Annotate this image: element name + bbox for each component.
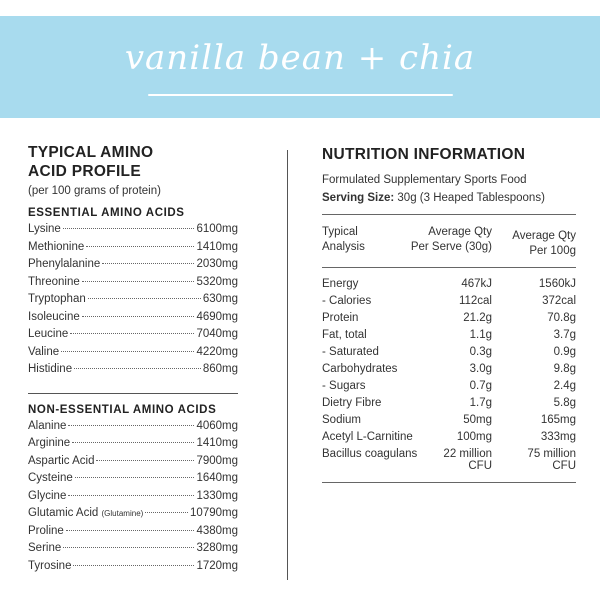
- dot-leader: [66, 530, 195, 531]
- per-serve-value: 0.7g: [469, 380, 492, 392]
- nutrient-label: - Sugars: [322, 380, 366, 392]
- nutrition-row: [322, 312, 576, 329]
- amino-value: 1330mg: [196, 489, 238, 502]
- nutrition-rows: [322, 278, 576, 478]
- nutrient-label: Bacillus coagulans: [322, 448, 418, 460]
- header-typical-analysis: Typical Analysis: [322, 226, 365, 253]
- amino-name: Serine: [28, 542, 62, 554]
- per-serve-value: 21.2g: [463, 312, 492, 324]
- nutrient-label: Energy: [322, 278, 359, 290]
- amino-acid-profile: [28, 143, 238, 577]
- nutrition-row: [322, 329, 576, 346]
- amino-row: [28, 311, 238, 329]
- dot-leader: [86, 246, 194, 247]
- per-serve-value: 112cal: [458, 295, 492, 307]
- nutrition-table-header: [322, 215, 576, 267]
- column-divider: [287, 150, 288, 580]
- amino-value: 7900mg: [196, 454, 238, 467]
- per-100g-value: 9.8g: [553, 363, 576, 375]
- dot-leader: [68, 425, 194, 426]
- amino-row: [28, 241, 238, 259]
- flavour-title: vanilla bean + chia: [124, 38, 476, 78]
- nutrition-row: [322, 363, 576, 380]
- dot-leader: [70, 333, 194, 334]
- amino-name: Valine: [28, 345, 60, 358]
- amino-value: 4380mg: [196, 524, 238, 537]
- nutrition-row: [322, 431, 576, 448]
- essential-list: [28, 223, 238, 381]
- dot-leader: [72, 442, 194, 443]
- per-serve-value: 3.0g: [469, 363, 492, 375]
- per-100g-value: 2.4g: [553, 380, 576, 392]
- amino-value: 4690mg: [196, 310, 238, 323]
- table-bottom-rule: [322, 482, 576, 483]
- amino-value: 4220mg: [196, 345, 238, 358]
- amino-row: [28, 560, 238, 578]
- dot-leader: [145, 512, 188, 513]
- amino-value: 2030mg: [196, 258, 238, 270]
- amino-name: Leucine: [28, 328, 69, 340]
- amino-name: Alanine: [28, 419, 67, 432]
- amino-row: [28, 542, 238, 560]
- per-serve-value: 100mg: [456, 431, 492, 443]
- nutrient-label: Acetyl L-Carnitine: [322, 431, 413, 443]
- amino-row: [28, 472, 238, 490]
- non-essential-list: [28, 420, 238, 578]
- amino-row: [28, 490, 238, 508]
- amino-value: 1720mg: [196, 559, 238, 572]
- per-100g-value: 70.8g: [547, 312, 576, 324]
- dot-leader: [82, 316, 195, 317]
- amino-subtitle: (per 100 grams of protein): [28, 185, 161, 197]
- amino-row: [28, 223, 238, 241]
- nutrition-row: [322, 397, 576, 414]
- amino-value: 3280mg: [196, 542, 238, 554]
- amino-name: Tryptophan: [28, 293, 86, 305]
- amino-row: [28, 455, 238, 473]
- header-rule: [322, 267, 576, 268]
- amino-value: 4060mg: [196, 419, 238, 432]
- amino-title: TYPICAL AMINO ACID PROFILE: [28, 144, 154, 180]
- amino-name: Arginine: [28, 437, 71, 449]
- amino-row: [28, 525, 238, 543]
- per-100g-value: 165mg: [540, 414, 576, 426]
- essential-heading: ESSENTIAL AMINO ACIDS: [28, 207, 185, 219]
- amino-value: 10790mg: [190, 507, 238, 519]
- nutrition-row: [322, 380, 576, 397]
- per-100g-value: 3.7g: [553, 329, 576, 341]
- amino-value: 6100mg: [196, 223, 238, 235]
- amino-value: 1410mg: [196, 437, 238, 449]
- nutrient-label: Fat, total: [322, 329, 367, 341]
- nutrition-row: [322, 414, 576, 431]
- amino-value: 7040mg: [196, 328, 238, 340]
- per-serve-value: 50mg: [463, 414, 492, 426]
- section-rule: [28, 393, 238, 394]
- nutrition-row: [322, 448, 576, 478]
- amino-row: [28, 507, 238, 525]
- nutrient-label: - Saturated: [322, 346, 379, 358]
- nutrition-subtitle: Formulated Supplementary Sports Food: [322, 174, 527, 186]
- amino-name: Cysteine: [28, 472, 73, 484]
- amino-name: Histidine: [28, 363, 73, 375]
- amino-name: Glutamic Acid (Glutamine): [28, 507, 144, 519]
- dot-leader: [63, 228, 195, 229]
- nutrient-label: - Calories: [322, 295, 372, 307]
- amino-name: Tyrosine: [28, 559, 72, 572]
- amino-value: 1640mg: [196, 472, 238, 484]
- amino-name: Isoleucine: [28, 310, 80, 323]
- amino-row: [28, 328, 238, 346]
- header-per-100g: Average Qty Per 100g: [512, 230, 576, 257]
- per-100g-value: 333mg: [540, 431, 576, 443]
- nutrition-row: [322, 295, 576, 312]
- per-serve-value: 22 million CFU: [443, 448, 492, 472]
- nutrition-information: [322, 146, 576, 483]
- dot-leader: [61, 351, 194, 352]
- per-100g-value: 0.9g: [553, 346, 576, 358]
- dot-leader: [68, 495, 194, 496]
- amino-row: [28, 258, 238, 276]
- dot-leader: [63, 547, 194, 548]
- header-per-serve: Average Qty Per Serve (30g): [410, 226, 492, 253]
- dot-leader: [73, 565, 194, 566]
- dot-leader: [88, 298, 201, 299]
- amino-row: [28, 276, 238, 294]
- amino-name: Phenylalanine: [28, 258, 101, 270]
- per-100g-value: 5.8g: [553, 397, 576, 409]
- amino-value: 1410mg: [196, 240, 238, 253]
- amino-row: [28, 293, 238, 311]
- header-banner: [0, 16, 600, 118]
- dot-leader: [74, 368, 201, 369]
- per-100g-value: 372cal: [542, 295, 576, 307]
- per-100g-value: 75 million CFU: [527, 448, 576, 472]
- amino-value: 630mg: [202, 293, 238, 305]
- serving-size: Serving Size: 30g (3 Heaped Tablespoons): [322, 192, 545, 204]
- non-essential-heading: NON-ESSENTIAL AMINO ACIDS: [28, 403, 217, 416]
- per-serve-value: 1.1g: [469, 329, 492, 341]
- amino-row: [28, 346, 238, 364]
- amino-name: Methionine: [28, 240, 85, 253]
- amino-value: 860mg: [202, 363, 238, 375]
- nutrition-row: [322, 346, 576, 363]
- amino-row: [28, 420, 238, 438]
- amino-name: Glycine: [28, 489, 67, 502]
- amino-name: Threonine: [28, 275, 80, 288]
- nutrient-label: Protein: [322, 312, 359, 324]
- amino-value: 5320mg: [196, 275, 238, 288]
- amino-row: [28, 363, 238, 381]
- amino-name: Lysine: [28, 223, 61, 235]
- amino-note: (Glutamine): [101, 509, 144, 518]
- per-serve-value: 1.7g: [469, 397, 492, 409]
- nutrient-label: Sodium: [322, 414, 361, 426]
- dot-leader: [96, 460, 194, 461]
- nutrient-label: Dietry Fibre: [322, 397, 382, 409]
- nutrient-label: Carbohydrates: [322, 363, 398, 375]
- dot-leader: [82, 281, 195, 282]
- title-underline: [148, 94, 453, 96]
- amino-name: Aspartic Acid: [28, 454, 95, 467]
- amino-name: Proline: [28, 524, 64, 537]
- per-serve-value: 0.3g: [469, 346, 492, 358]
- nutrition-row: [322, 278, 576, 295]
- amino-row: [28, 437, 238, 455]
- dot-leader: [102, 263, 194, 264]
- nutrition-title: NUTRITION INFORMATION: [322, 146, 526, 163]
- per-100g-value: 1560kJ: [538, 278, 576, 290]
- per-serve-value: 467kJ: [461, 278, 492, 290]
- dot-leader: [75, 477, 195, 478]
